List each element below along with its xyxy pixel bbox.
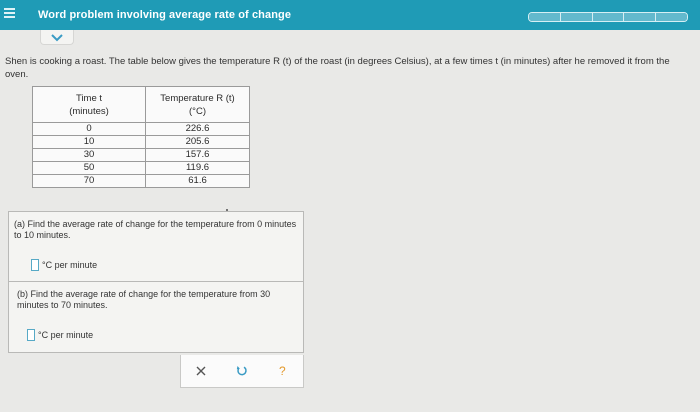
table-cell-temp: 226.6 bbox=[146, 123, 250, 136]
table-row bbox=[33, 123, 250, 136]
table-cell-temp: 157.6 bbox=[146, 149, 250, 162]
table-cell-temp: 61.6 bbox=[146, 175, 250, 188]
table-row bbox=[33, 175, 250, 188]
clear-button[interactable] bbox=[191, 361, 211, 381]
help-button[interactable] bbox=[273, 361, 293, 381]
part-a-answer-input[interactable] bbox=[31, 259, 39, 271]
part-b-answer-row bbox=[27, 329, 93, 341]
progress-segment bbox=[529, 13, 561, 21]
problem-statement: Shen is cooking a roast. The table below gives the temperature R (t) of the roast (in degrees Celsius), at a few times t (in minutes) after he removed it from the oven. bbox=[5, 56, 670, 80]
data-table bbox=[32, 86, 250, 188]
table-header-temperature bbox=[146, 87, 250, 123]
top-bar bbox=[0, 0, 700, 30]
header-text: Temperature R (t) bbox=[160, 92, 235, 104]
close-icon bbox=[196, 366, 206, 376]
progress-segment bbox=[561, 13, 593, 21]
table-row bbox=[33, 149, 250, 162]
table-cell-time: 70 bbox=[33, 175, 146, 188]
part-b-unit: °C per minute bbox=[38, 330, 94, 340]
part-a-panel bbox=[8, 211, 304, 282]
header-text: (°C) bbox=[189, 105, 206, 117]
table-cell-temp: 119.6 bbox=[146, 162, 250, 175]
progress-indicator bbox=[528, 12, 688, 22]
hamburger-menu-icon[interactable] bbox=[4, 8, 15, 18]
part-a-unit: °C per minute bbox=[42, 260, 98, 270]
progress-segment bbox=[656, 13, 687, 21]
table-cell-time: 0 bbox=[33, 123, 146, 136]
svg-text:?: ? bbox=[278, 364, 286, 378]
undo-button[interactable] bbox=[232, 361, 252, 381]
collapse-button[interactable] bbox=[40, 30, 74, 45]
progress-segment bbox=[624, 13, 656, 21]
action-bar bbox=[180, 355, 304, 388]
table-row bbox=[33, 136, 250, 149]
table-cell-time: 50 bbox=[33, 162, 146, 175]
header-text: Time t bbox=[75, 92, 103, 104]
undo-icon bbox=[236, 365, 248, 377]
part-b-answer-input[interactable] bbox=[27, 329, 35, 341]
table-cell-time: 10 bbox=[33, 136, 146, 149]
header-text: (minutes) bbox=[69, 105, 109, 117]
table-row bbox=[33, 162, 250, 175]
table-cell-temp: 205.6 bbox=[146, 136, 250, 149]
question-icon bbox=[277, 364, 289, 378]
table-cell-time: 30 bbox=[33, 149, 146, 162]
table-header-row bbox=[33, 87, 250, 123]
part-b-question: (b) Find the average rate of change for the temperature from 30 minutes to 70 minutes. bbox=[17, 289, 271, 310]
part-a-question: (a) Find the average rate of change for the temperature from 0 minutes to 10 minutes. bbox=[14, 219, 297, 240]
page-title: Word problem involving average rate of change bbox=[38, 9, 292, 21]
progress-segment bbox=[593, 13, 625, 21]
table-header-time bbox=[33, 87, 146, 123]
part-a-answer-row bbox=[31, 259, 97, 271]
part-b-panel bbox=[8, 281, 304, 353]
chevron-down-icon bbox=[50, 33, 64, 43]
